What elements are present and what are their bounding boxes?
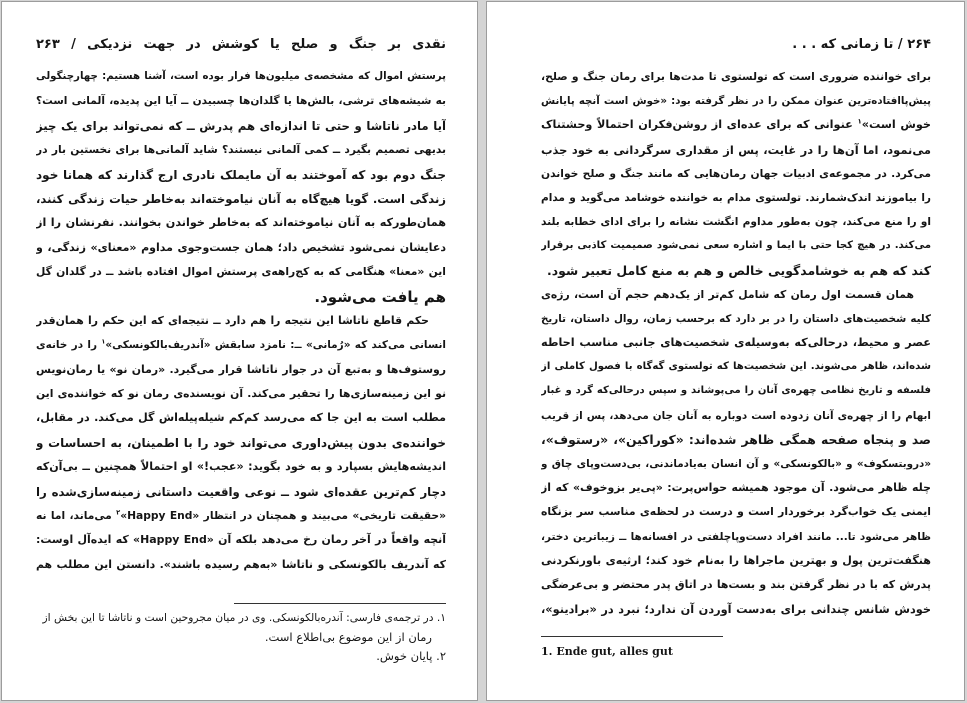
footnotes [541,643,861,661]
body-text-line: می‌نمود، اما آن‌ها را در غایت، پس از مقداری سرگردانی به خود جذب [541,142,931,157]
body-text-line: پدرش که با در نظر گرفتن بند و بست‌ها در اتاق پدر محتضر و بی‌عرضگی [541,577,931,591]
body-text-line: آنچه واقعاً در آخر رمان رخ می‌دهد بلکه آن «Happy End» که ایده‌آل اوست: [36,533,446,547]
line-text: می‌ماند، اما نه [36,509,117,523]
body-text-line: ایمنی یک خواب‌گرد برخوردار است و درست در لحظه‌ی مناسب سر بزنگاه [541,505,931,519]
body-text-line: فلسفه و تاریخ نظامی چهره‌ی آنان را می‌پوشاند و سپس درحالی‌که گرد و غبار [541,385,931,397]
body-text-line: دچار کم‌ترین عقده‌ای شود ــ نوعی واقعیت داستانی زمینه‌سازی‌شده را [36,484,446,499]
body-text-line [36,504,446,528]
body-text-line: روستوف‌ها و به‌تبع آن در جوار ناتاشا قرار می‌گیرد. «رمان نو» یا رمان‌نویس [36,362,446,376]
body-text-line: این «معنا» هنگامی که به کج‌راهه‌ی پرستش اموال افتاده باشد ــ در گلدان گل [36,265,446,279]
body-text-line: شده‌اند، ظاهر می‌شوند. این شخصیت‌ها که تولستوی گه‌گاه با فصول کاملی از [541,361,931,373]
body-text [36,65,446,577]
body-text-line: حکم قاطع ناتاشا این نتیجه را هم دارد ــ نتیجه‌ای که این حکم را همان‌قدر [36,313,429,327]
running-header: نقدی بر جنگ و صلح یا کوشش در جهت نزدیکی / ۲۶۳ [36,37,446,52]
body-text-line: پیش‌پاافتاده‌ترین عنوان ممکن را در نظر گرفته بود: «خوش است آنچه پایانش [541,95,931,108]
body-text-line: همان‌طورکه به آنان نیاموخته‌اند که به‌خاطر خواندن بخوانند. نفرنشان را از [36,216,446,230]
line-text: انسانی می‌کند که «رُمانی» ــ: نامزد سابقش «آندریف‌بالکونسکی» [105,339,446,352]
body-text-line: می‌کند. در هیچ کجا حتی با ایما و اشاره سعی نمی‌شود صمیمیت کاذبی برقرار [541,240,931,252]
footnotes [36,608,446,667]
line-text: را در خانه‌ی [36,339,102,352]
body-text-line: پرستش اموال که مشخصه‌ی میلیون‌ها فرار بوده است، آشنا هستیم: چهارچنگولی [36,71,446,82]
body-text-line: زندگی است. گویا هیچ‌گاه به آنان نیاموخته‌اند به‌خاطر حیات زندگی کنند، [36,191,446,206]
body-text-line: خودش شانس چندانی برای به‌دست آوردن آن ندارد؛ نبرد در «برادینو»، [541,602,931,617]
body-text-line: عصر و محیط، درحالی‌که به‌وسیله‌ی شخصیت‌های جانبی مناسب احاطه [541,336,931,350]
footnote-ref: ۱ [101,337,106,346]
line-text: خوش است» [861,118,931,132]
body-text-line: ابهام را از چهره‌ی آنان زدوده است دوباره به آنان جان می‌دهد، پس از قریب [541,409,931,422]
footnote-divider [541,636,723,637]
body-text-line: او را منع می‌کند، چون به‌طور مداوم انگشت نشانه را برای ادای خطابه بلند [541,215,931,229]
body-text-line [541,113,931,137]
body-text-line: صد و پنجاه صفحه همگی ظاهر شده‌اند: «کوراکین»، «رستوف»، [541,431,931,447]
body-text-line: می‌کرد. در مجموعه‌ی ادبیات جهان رمان‌هایی که مانند جنگ و صلح خواندن [541,166,931,180]
body-text-line: بدیهی تصمیم بگیرد ــ کمی آلمانی نیستند؟ شاید آلمانی‌ها برای نخستین بار در [36,143,446,157]
footnote-line: 1. Ende gut, alles gut [541,645,673,658]
footnote-ref: ۲ [116,508,121,517]
left-page [1,1,478,701]
body-text-line: نو این زمینه‌سازی‌ها را تحقیر می‌کند. آن نویسنده‌ی رمان نو که خواننده‌ی این [36,387,446,401]
footnote-line: ۲. پایان خوش. [376,649,446,663]
body-text-line: دعایشان نمی‌شود تشخیص داد؛ همان جست‌وجوی مداوم «معنای» زندگی، و [36,240,446,254]
body-text-line: چله ظاهر می‌شود. آن موجود همیشه حواس‌پرت: «پی‌یر بزوخوف» که از [541,481,931,495]
body-text-line: مطلب است به این جا که می‌رسد کم‌کم شیله‌پیله‌اش گل می‌کند. در مقابل، [36,411,446,425]
line-text: عنوانی که برای عده‌ای از روشن‌فکران احتمالاً وحشتناک [541,118,858,132]
body-text-line: اندیشه‌هایش بسپارد و به خود بگوید: «عجب!» او احتمالاً همچنین ــ بی‌آن‌که [36,460,446,474]
body-text-line: آیا مادر ناتاشا و حتی تا اندازه‌ای هم پدرش ــ که نمی‌تواند برای یک چیز [36,118,446,133]
body-text-line: به شیشه‌های ترشی، بالش‌ها یا گلدان‌ها چسبیدن ــ آیا این پدیده، آلمانی است؟ [36,95,446,108]
body-text-line: همان قسمت اول رمان که شامل کم‌تر از یک‌دهم حجم آن است، رژه‌ی [541,287,914,301]
body-text-line: را بیاموزند اندک‌شمارند. تولستوی مدام به خواننده خوشامد می‌گوید و مدام [541,191,931,204]
footnote-ref: ۱ [857,117,862,126]
running-header: ۲۶۴ / تا زمانی که . . . [792,37,931,52]
body-text-line: برای خواننده ضروری است که تولستوی تا مدت‌ها برای رمان جنگ و صلح، [541,70,931,83]
body-text-line: هم یافت می‌شود. [314,287,446,306]
body-text-line: هنگفت‌ترین پول و بهترین ماجراها را به‌نام خود کند؛ ارثیه‌ی باورنکردنی [541,553,931,567]
body-text-line: کند که هم به خوشامدگویی خالص و هم به منع کامل تعبیر شود. [547,262,931,278]
body-text-line: خواننده‌ی بدون پیش‌داوری می‌تواند خود را با اطمینان، به احساسات و [36,435,446,450]
footnote-divider [234,603,446,604]
body-text-line: کلیه شخصیت‌های داستان را در بر دارد که برحسب زمان، روال داستان، تاریخ [541,312,931,325]
line-text: «حقیقت تاریخی» می‌بیند و همچنان در انتظار «Happy End» [120,509,446,523]
right-page [486,1,965,701]
body-text-line [36,333,446,357]
body-text [541,65,931,621]
body-text-line: که آندریف بالکونسکی و ناتاشا «به‌هم رسیده باشند». دانستن این مطلب هم [36,557,446,571]
footnote-line: ۱. در ترجمه‌ی فارسی: آندره‌بالکونسکی. وی در میان مجروحین است و ناتاشا تا این بخش از [42,611,446,624]
body-text-line: جنگ دوم بود که آموختند به آن مایملک نادری ارج گذارند که همانا خود [36,167,446,182]
footnote-line: رمان از این موضوع بی‌اطلاع است. [264,629,432,644]
body-text-line: «دروبتسکوف» و «بالکونسکی» و آن انسان به‌یادماندنی، بی‌دست‌وپای چاق و [541,458,931,470]
body-text-line: ظاهر می‌شود تا... مانند افراد دست‌وپاچلفتی در افسانه‌ها ــ زیباترین دختر، [541,530,931,543]
